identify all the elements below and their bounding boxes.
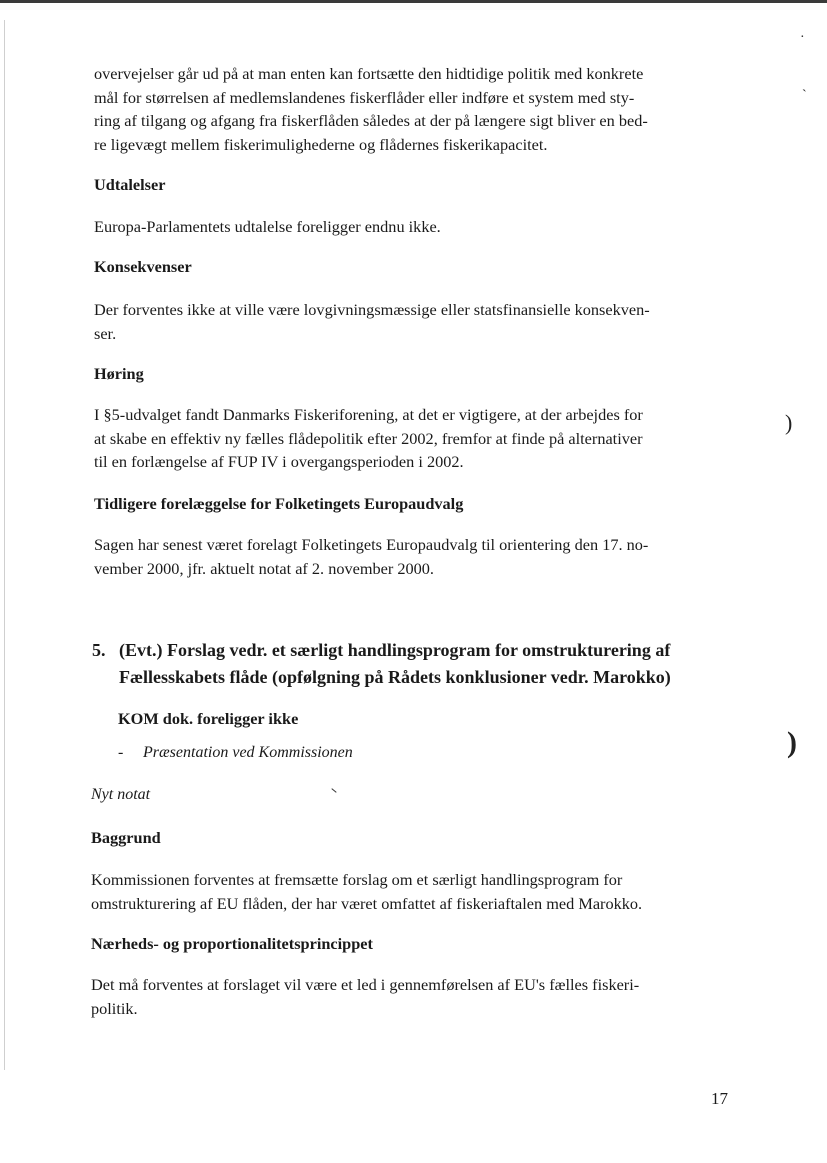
intro-line: re ligevægt mellem fiskerimulighederne og flådernes fiskerikapacitet.	[94, 134, 548, 154]
tidligere-line: vember 2000, jfr. aktuelt notat af 2. november 2000.	[94, 558, 435, 578]
konsekvenser-heading: Konsekvenser	[94, 257, 192, 276]
scan-tick: ˴	[802, 82, 807, 97]
scan-stroke	[331, 788, 336, 793]
section-5-number: 5.	[92, 640, 106, 660]
naerheds-heading: Nærheds- og proportionalitetsprincippet	[91, 934, 373, 953]
bullet-text: Præsentation ved Kommissionen	[143, 744, 353, 761]
hoering-line: I §5-udvalget fandt Danmarks Fiskeriforening, at det er vigtigere, at der arbejdes for	[94, 405, 643, 424]
baggrund-paragraph	[91, 868, 731, 915]
baggrund-line: Kommissionen forventes at fremsætte forslag om et særligt handlingsprogram for	[91, 870, 623, 889]
tidligere-heading: Tidligere forelæggelse for Folketingets Europaudvalg	[94, 494, 464, 513]
naerheds-paragraph	[91, 973, 731, 1020]
margin-paren-mark: )	[785, 410, 793, 435]
scan-left-edge	[4, 20, 5, 1070]
hoering-line: til en forlængelse af FUP IV i overgangsperioden i 2002.	[94, 452, 464, 471]
hoering-heading: Høring	[94, 364, 144, 383]
konsekvenser-paragraph	[94, 298, 734, 345]
baggrund-line: omstrukturering af EU flåden, der har været omfattet af fiskeriaftalen med Marokko.	[91, 893, 643, 913]
tidligere-line: Sagen har senest været forelagt Folketingets Europaudvalg til orientering den 17. no-	[94, 535, 649, 554]
hoering-line: at skabe en effektiv ny fælles flådepolitik efter 2002, fremfor at finde på alternativer	[94, 428, 643, 448]
scan-dot: ·	[800, 30, 805, 45]
intro-line: ring af tilgang og afgang fra fiskerflåden således at der på længere sigt bliver en bed-	[94, 111, 648, 130]
intro-paragraph	[94, 62, 734, 156]
margin-paren-mark: )	[787, 726, 797, 759]
naerheds-line: politik.	[91, 998, 138, 1018]
section-5-title-line: (Evt.) Forslag vedr. et særligt handlingsprogram for omstrukturering af	[119, 640, 671, 660]
intro-line: overvejelser går ud på at man enten kan fortsætte den hidtidige politik med konkrete	[94, 64, 644, 83]
konsekvenser-line: Der forventes ikke at ville være lovgivningsmæssige eller statsfinansielle konsekven-	[94, 300, 650, 319]
section-5-title-line: Fællesskabets flåde (opfølgning på Rådets konklusioner vedr. Marokko)	[119, 667, 671, 687]
tidligere-paragraph	[94, 533, 734, 580]
baggrund-heading: Baggrund	[91, 828, 161, 847]
hoering-paragraph	[94, 403, 734, 474]
kom-dok-heading: KOM dok. foreligger ikke	[118, 709, 299, 728]
bullet-dash: -	[118, 744, 124, 761]
intro-line: mål for størrelsen af medlemslandenes fiskerflåder eller indføre et system med sty-	[94, 87, 635, 107]
naerheds-line: Det må forventes at forslaget vil være et led i gennemførelsen af EU's fælles fiskeri-	[91, 975, 640, 994]
nyt-notat-label: Nyt notat	[91, 786, 151, 803]
konsekvenser-line: ser.	[94, 323, 117, 343]
scan-top-border	[0, 0, 827, 3]
section-5-title	[119, 637, 759, 691]
udtalelser-text: Europa-Parlamentets udtalelse foreligger endnu ikke.	[94, 217, 441, 236]
udtalelser-heading: Udtalelser	[94, 175, 166, 194]
page-number: 17	[711, 1089, 728, 1108]
